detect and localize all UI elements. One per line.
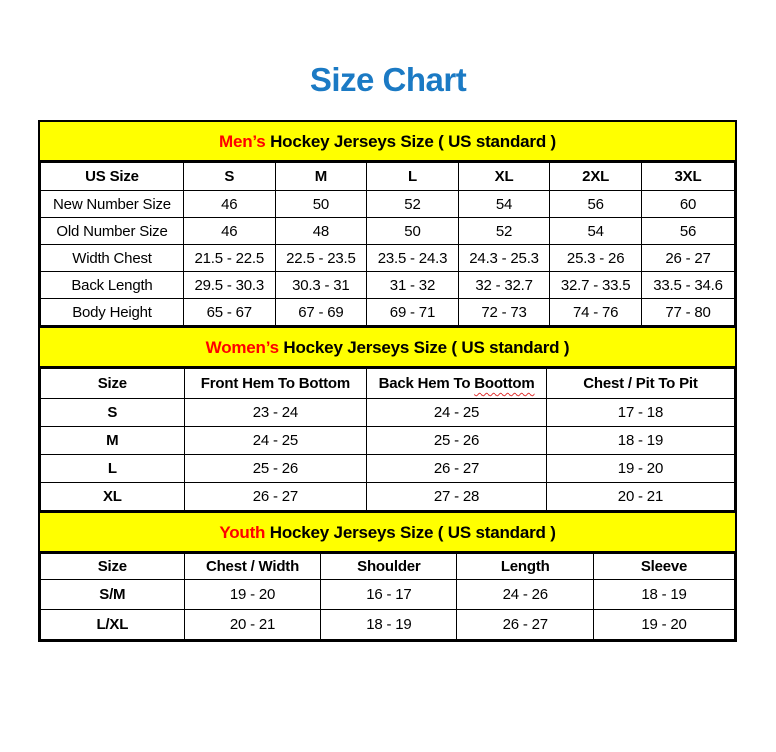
section-heading-accent: Women’s [205, 338, 279, 357]
column-header: XL [458, 163, 550, 191]
column-header: 3XL [641, 163, 734, 191]
section-heading-text: Hockey Jerseys Size ( US standard ) [265, 523, 556, 542]
table-cell: 52 [458, 218, 550, 245]
table-cell: 25 - 26 [367, 427, 547, 455]
table-cell: 54 [550, 218, 642, 245]
table-cell: 19 - 20 [594, 610, 735, 640]
table-cell: 18 - 19 [321, 610, 457, 640]
row-header: M [41, 427, 185, 455]
table-cell: 24 - 25 [184, 427, 367, 455]
table-cell: 25.3 - 26 [550, 245, 642, 272]
section-heading-accent: Youth [219, 523, 266, 542]
table-cell: 23 - 24 [184, 399, 367, 427]
column-header: Length [457, 554, 594, 580]
table-cell: 60 [641, 191, 734, 218]
table-cell: 19 - 20 [546, 455, 734, 483]
column-header: Back Hem To Boottom [367, 369, 547, 399]
table-cell: 18 - 19 [594, 580, 735, 610]
section-heading-text: Hockey Jerseys Size ( US standard ) [265, 132, 556, 151]
table-cell: 23.5 - 24.3 [367, 245, 459, 272]
row-header: Old Number Size [41, 218, 184, 245]
table-cell: 69 - 71 [367, 299, 459, 326]
table-cell: 24 - 26 [457, 580, 594, 610]
table-cell: 72 - 73 [458, 299, 550, 326]
table-cell: 20 - 21 [184, 610, 321, 640]
header-row [41, 554, 735, 580]
table-cell: 26 - 27 [457, 610, 594, 640]
table-cell: 26 - 27 [184, 483, 367, 511]
column-header: 2XL [550, 163, 642, 191]
column-header: Front Hem To Bottom [184, 369, 367, 399]
table-row [41, 483, 735, 511]
table-cell: 56 [641, 218, 734, 245]
table-cell: 77 - 80 [641, 299, 734, 326]
table-cell: 46 [183, 191, 275, 218]
header-row [41, 163, 735, 191]
table-cell: 25 - 26 [184, 455, 367, 483]
table-row [41, 191, 735, 218]
table-cell: 17 - 18 [546, 399, 734, 427]
header-row [41, 369, 735, 399]
row-header: S [41, 399, 185, 427]
table-cell: 65 - 67 [183, 299, 275, 326]
table-cell: 24.3 - 25.3 [458, 245, 550, 272]
row-header: Back Length [41, 272, 184, 299]
table-row [41, 580, 735, 610]
table-cell: 54 [458, 191, 550, 218]
row-header: L/XL [41, 610, 185, 640]
section-heading-womens [40, 326, 735, 368]
column-header: US Size [41, 163, 184, 191]
table-cell: 46 [183, 218, 275, 245]
column-header: L [367, 163, 459, 191]
table-cell: 21.5 - 22.5 [183, 245, 275, 272]
column-header: Shoulder [321, 554, 457, 580]
column-header: M [275, 163, 367, 191]
table-row [41, 455, 735, 483]
table-row [41, 399, 735, 427]
table-row [41, 427, 735, 455]
table-cell: 30.3 - 31 [275, 272, 367, 299]
section-mens [40, 122, 735, 326]
section-heading-youth [40, 511, 735, 553]
row-header: New Number Size [41, 191, 184, 218]
table-cell: 67 - 69 [275, 299, 367, 326]
table-cell: 50 [367, 218, 459, 245]
table-cell: 24 - 25 [367, 399, 547, 427]
table-row [41, 610, 735, 640]
row-header: XL [41, 483, 185, 511]
misspelled-word: Boottom [474, 375, 535, 392]
table-cell: 27 - 28 [367, 483, 547, 511]
table-cell: 22.5 - 23.5 [275, 245, 367, 272]
table-cell: 32.7 - 33.5 [550, 272, 642, 299]
column-header: Chest / Width [184, 554, 321, 580]
section-heading-accent: Men’s [219, 132, 266, 151]
row-header: Body Height [41, 299, 184, 326]
row-header: L [41, 455, 185, 483]
womens-size-table [40, 368, 735, 511]
section-heading-text: Hockey Jerseys Size ( US standard ) [278, 338, 570, 357]
table-cell: 56 [550, 191, 642, 218]
table-cell: 48 [275, 218, 367, 245]
table-cell: 18 - 19 [546, 427, 734, 455]
column-header: Size [41, 554, 185, 580]
table-row [41, 245, 735, 272]
section-heading-mens [40, 122, 735, 162]
youth-size-table [40, 553, 735, 640]
section-youth [40, 511, 735, 640]
table-row [41, 218, 735, 245]
size-chart-table [38, 120, 737, 642]
table-cell: 20 - 21 [546, 483, 734, 511]
table-cell: 52 [367, 191, 459, 218]
table-cell: 29.5 - 30.3 [183, 272, 275, 299]
table-row [41, 299, 735, 326]
table-cell: 31 - 32 [367, 272, 459, 299]
table-cell: 26 - 27 [367, 455, 547, 483]
table-row [41, 272, 735, 299]
section-womens [40, 326, 735, 511]
mens-size-table [40, 162, 735, 326]
column-header: S [183, 163, 275, 191]
table-cell: 74 - 76 [550, 299, 642, 326]
column-header: Size [41, 369, 185, 399]
row-header: Width Chest [41, 245, 184, 272]
table-cell: 32 - 32.7 [458, 272, 550, 299]
table-cell: 33.5 - 34.6 [641, 272, 734, 299]
table-cell: 19 - 20 [184, 580, 321, 610]
table-cell: 50 [275, 191, 367, 218]
table-cell: 26 - 27 [641, 245, 734, 272]
table-cell: 16 - 17 [321, 580, 457, 610]
row-header: S/M [41, 580, 185, 610]
column-header: Sleeve [594, 554, 735, 580]
page-title: Size Chart [309, 61, 467, 98]
column-header: Chest / Pit To Pit [546, 369, 734, 399]
